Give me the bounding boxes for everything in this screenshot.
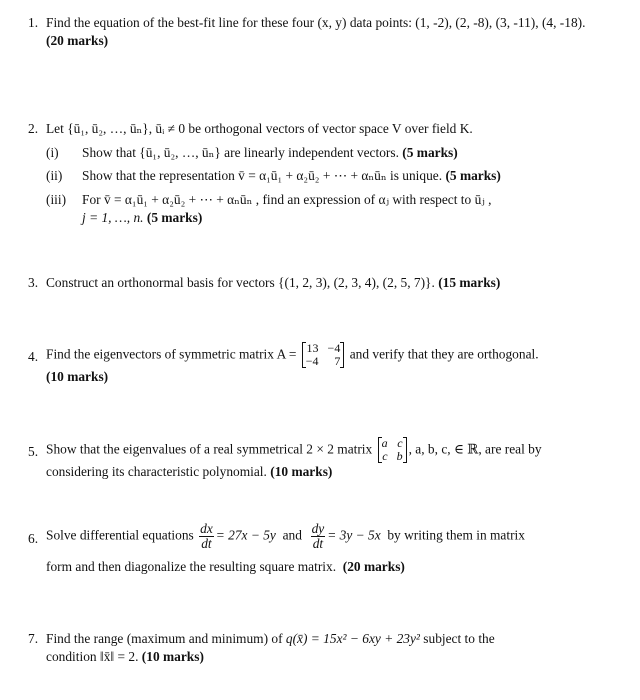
question-5 bbox=[28, 437, 613, 481]
question-number: 6. bbox=[28, 531, 39, 546]
matrix-cell: b bbox=[396, 449, 403, 464]
matrix-a bbox=[302, 342, 345, 368]
marks-label: (20 marks) bbox=[46, 32, 109, 48]
fraction-denominator: dt bbox=[201, 536, 212, 552]
question-number: 7. bbox=[28, 631, 39, 646]
derivative-dx-dt bbox=[199, 522, 214, 551]
question-text-after: by writing them in matrix bbox=[387, 527, 525, 543]
question-number: 2. bbox=[28, 121, 39, 136]
fraction-denominator: dt bbox=[312, 536, 324, 552]
question-6 bbox=[28, 522, 613, 576]
marks-label: (5 marks) bbox=[402, 144, 458, 160]
question-1 bbox=[28, 14, 613, 49]
question-7 bbox=[28, 630, 613, 665]
sub-question-label: (ii) bbox=[46, 168, 63, 184]
marks-label: (20 marks) bbox=[342, 559, 405, 575]
sub-question-iii bbox=[46, 191, 613, 209]
conjunction: and bbox=[282, 527, 302, 543]
marks-label: (10 marks) bbox=[141, 648, 204, 664]
question-text-line2: condition ‖x̄‖ = 2. bbox=[46, 648, 139, 664]
marks-label: (10 marks) bbox=[46, 369, 109, 385]
question-text-line2: form and then diagonalize the resulting square matrix. bbox=[46, 559, 337, 575]
derivative-dy-dt bbox=[311, 522, 326, 551]
sub-question-label: (i) bbox=[46, 144, 59, 160]
question-text-after: and verify that they are orthogonal. bbox=[349, 346, 539, 362]
equation-2: = 3y − 5x bbox=[327, 527, 381, 543]
quadratic-form: q(x̄) = 15x² − 6xy + 23y² bbox=[285, 631, 420, 646]
matrix-cell: c bbox=[382, 449, 388, 464]
question-text: Show that the eigenvalues of a real symmetrical 2 × 2 matrix bbox=[46, 441, 373, 457]
marks-label: (15 marks) bbox=[438, 275, 501, 290]
sub-question-text: Show that {ū₁, ū₂, …, ūₙ} are linearly independent vectors. bbox=[82, 144, 399, 160]
matrix-cell: a bbox=[381, 436, 388, 450]
sub-question-text: Show that the representation v̄ = α₁ū₁ + α₂ū₂ + ⋯ + αₙūₙ is unique. bbox=[82, 168, 443, 184]
question-text: Find the range (maximum and minimum) of bbox=[46, 631, 283, 646]
marks-label: (5 marks) bbox=[146, 209, 203, 225]
question-text: Construct an orthonormal basis for vectors {(1, 2, 3), (2, 3, 4), (2, 5, 7)}. bbox=[46, 275, 435, 290]
question-text-after: , a, b, c, ∈ ℝ, are real by bbox=[408, 441, 542, 457]
question-text: Find the eigenvectors of symmetric matrix A = bbox=[46, 346, 297, 362]
marks-label: (5 marks) bbox=[445, 168, 501, 184]
question-number: 5. bbox=[28, 444, 39, 459]
sub-question-i bbox=[46, 144, 613, 162]
question-number: 4. bbox=[28, 349, 39, 364]
matrix-cell: −4 bbox=[327, 341, 341, 355]
symmetric-matrix bbox=[378, 437, 407, 463]
fraction-numerator: dx bbox=[200, 521, 213, 536]
question-text: Let {ū₁, ū₂, …, ūₙ}, ūᵢ ≠ 0 be orthogonal vectors of vector space V over field K. bbox=[46, 121, 473, 136]
marks-label: (10 marks) bbox=[270, 464, 333, 480]
matrix-cell: −4 bbox=[305, 354, 319, 369]
question-number: 1. bbox=[28, 15, 39, 30]
question-3 bbox=[28, 274, 613, 292]
question-text: Find the equation of the best-fit line for these four (x, y) data points: (1, -2), (2, -8), (3, -11), (4, -18). bbox=[46, 15, 586, 30]
equation-1: = 27x − 5y bbox=[215, 527, 276, 543]
sub-question-label: (iii) bbox=[46, 192, 67, 208]
sub-question-ii bbox=[46, 167, 613, 185]
matrix-cell: 13 bbox=[306, 341, 319, 355]
question-text: Solve differential equations bbox=[46, 527, 194, 543]
sub-question-text: For v̄ = α₁ū₁ + α₂ū₂ + ⋯ + αₙūₙ , find an expression of αⱼ with respect to ūⱼ , bbox=[82, 192, 492, 208]
question-2 bbox=[28, 120, 613, 226]
question-text-line2: considering its characteristic polynomial. bbox=[46, 464, 267, 480]
matrix-cell: 7 bbox=[334, 354, 341, 369]
index-range: j = 1, …, n. bbox=[82, 209, 144, 225]
question-number: 3. bbox=[28, 275, 39, 290]
matrix-cell: c bbox=[397, 436, 403, 450]
question-text-after: subject to the bbox=[423, 631, 495, 646]
fraction-numerator: dy bbox=[311, 521, 325, 536]
sub-question-iii-continued bbox=[46, 209, 613, 227]
question-4 bbox=[28, 342, 613, 386]
